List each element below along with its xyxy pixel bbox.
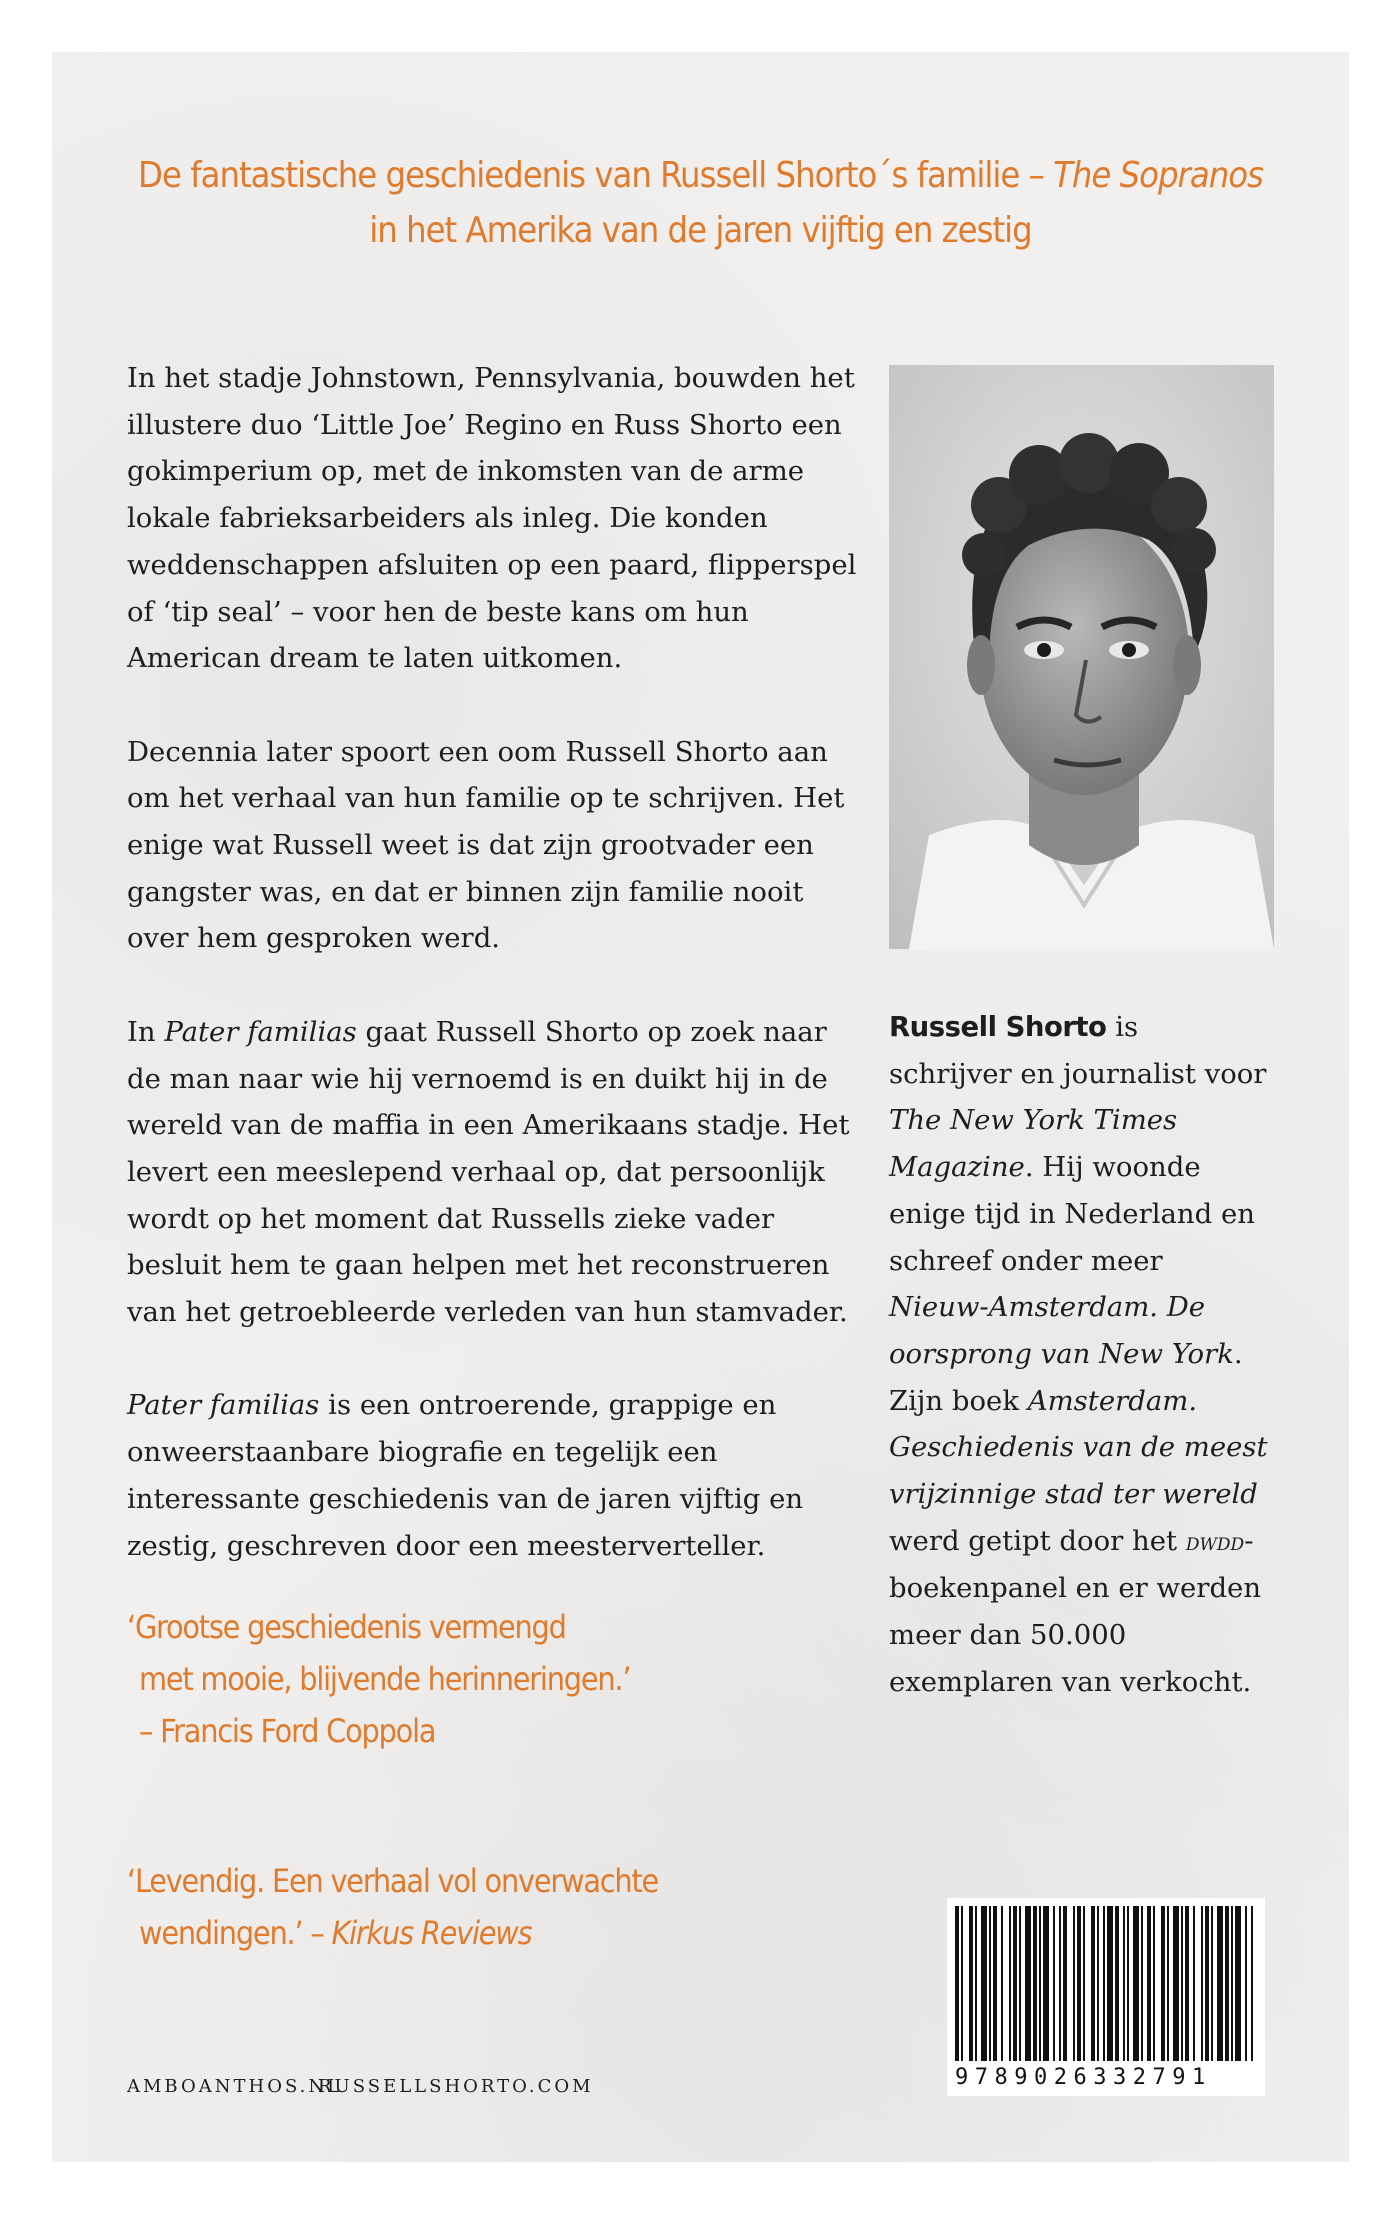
- barcode-bar: [1115, 1906, 1119, 2061]
- isbn-number: 9789026332791: [955, 2065, 1212, 2090]
- barcode-bar: [1217, 1906, 1223, 2061]
- barcode-bar: [1167, 1906, 1169, 2061]
- barcode-bar: [1235, 1906, 1241, 2061]
- isbn-barcode: [947, 1898, 1265, 2096]
- review-quote-coppola: ‘Grootse geschiedenis vermengd met mooie, blijvende herinneringen.’ – Francis Ford Coppola: [127, 1601, 630, 1757]
- barcode-bar: [1107, 1906, 1113, 2061]
- barcode-bar: [1103, 1906, 1105, 2061]
- barcode-bar: [1077, 1906, 1081, 2061]
- barcode-bar: [1205, 1906, 1209, 2061]
- barcode-bar: [1147, 1906, 1151, 2061]
- barcode-bar: [1123, 1906, 1125, 2061]
- barcode-bar: [993, 1906, 997, 2061]
- headline-line-2: in het Amerika van de jaren vijftig en zestig: [369, 210, 1032, 251]
- barcode-bar: [1097, 1906, 1099, 2061]
- barcode-bar: [1053, 1906, 1055, 2061]
- headline: [52, 148, 1349, 258]
- author-name: Russell Shorto: [889, 1011, 1107, 1043]
- author-website-link[interactable]: RUSSELLSHORTO.COM: [318, 2076, 594, 2097]
- publisher-website-link[interactable]: AMBOANTHOS.NL: [127, 2076, 343, 2097]
- book-title: Pater familias: [164, 1015, 357, 1048]
- blurb-paragraph-3: In Pater familias gaat Russell Shorto op zoek naar de man naar wie hij vernoemd is en duikt hij in de wereld van de maffia in een Amerikaans stadje. Het levert een meeslepend verhaal op, dat persoonlijk wordt op het moment dat Russells zieke vader besluit hem te gaan helpen met het reconstrueren van het getroebleerde verleden van hun stamvader.: [127, 1015, 850, 1329]
- barcode-bar: [1059, 1906, 1061, 2061]
- barcode-bar: [1161, 1906, 1165, 2061]
- quote-attribution: Kirkus Reviews: [331, 1914, 532, 1952]
- barcode-bar: [1231, 1906, 1233, 2061]
- barcode-bar: [989, 1906, 991, 2061]
- barcode-bar: [1181, 1906, 1183, 2061]
- review-quote-kirkus: ‘Levendig. Een verhaal vol onverwachte wendingen.’ – Kirkus Reviews: [127, 1862, 659, 1952]
- barcode-bar: [1245, 1906, 1247, 2061]
- author-photo: [889, 365, 1274, 949]
- author-portrait-illustration: [889, 365, 1274, 949]
- barcode-bar: [1073, 1906, 1075, 2061]
- barcode-bar: [1133, 1906, 1139, 2061]
- barcode-bar: [1173, 1906, 1179, 2061]
- barcode-bar: [1025, 1906, 1031, 2061]
- barcode-bar: [1043, 1906, 1049, 2061]
- barcode-bar: [1251, 1906, 1253, 2061]
- barcode-bar: [981, 1906, 987, 2061]
- barcode-bar: [1009, 1906, 1011, 2061]
- quote-attribution: – Francis Ford Coppola: [139, 1712, 436, 1750]
- blurb-paragraph-1: In het stadje Johnstown, Pennsylvania, bouwden het illustere duo ‘Little Joe’ Regino en Russ Shorto een gokimperium op, met de inkomsten van de arme lokale fabrieksarbeiders als inleg. Die konden weddenschappen afsluiten op een paard, flipperspel of ‘tip seal’ – voor hen de beste kans om hun American dream te laten uitkomen.: [127, 362, 857, 675]
- barcode-bar: [1193, 1906, 1195, 2061]
- barcode-bar: [1153, 1906, 1155, 2061]
- barcode-bar: [1039, 1906, 1041, 2061]
- barcode-bar: [1013, 1906, 1017, 2061]
- author-bio: Russell Shorto is schrijver en journalist voor The New York Times Magazine. Hij woonde enige tijd in Nederland en schreef onder meer Nieuw-Amsterdam. De oorsprong van New York. Zijn boek Amsterdam. Geschiedenis van de meest vrijzinnige stad ter wereld werd getipt door het dwdd-boekenpanel en er werden meer dan 50.000 exemplaren van verkocht.: [889, 1011, 1268, 1698]
- barcode-bar: [1225, 1906, 1229, 2061]
- barcode-bar: [1185, 1906, 1189, 2061]
- barcode-bar: [1063, 1906, 1067, 2061]
- barcode-bar: [961, 1906, 963, 2061]
- blurb-paragraph-4: Pater familias is een ontroerende, grappige en onweerstaanbare biografie en tegelijk een interessante geschiedenis van de jaren vijftig en zestig, geschreven door een meesterverteller.: [127, 1389, 804, 1562]
- barcode-bar: [969, 1906, 973, 2061]
- barcode-bar: [1127, 1906, 1129, 2061]
- barcode-bar: [1019, 1906, 1021, 2061]
- barcode-bars: [947, 1898, 1265, 2068]
- headline-line-1: De fantastische geschiedenis van Russell Shorto´s familie – The Sopranos: [138, 155, 1263, 196]
- barcode-bar: [1141, 1906, 1143, 2061]
- barcode-bar: [1201, 1906, 1203, 2061]
- barcode-bar: [1033, 1906, 1037, 2061]
- barcode-bar: [1091, 1906, 1095, 2061]
- barcode-bar: [1211, 1906, 1213, 2061]
- book-title: Pater familias: [127, 1389, 320, 1422]
- barcode-bar: [1001, 1906, 1003, 2061]
- blurb-body: [127, 355, 867, 1616]
- barcode-bar: [955, 1906, 959, 2061]
- blurb-paragraph-2: Decennia later spoort een oom Russell Shorto aan om het verhaal van hun familie op te schrijven. Het enige wat Russell weet is dat zijn grootvader een gangster was, en dat er binnen zijn familie nooit over hem gesproken werd.: [127, 735, 845, 955]
- barcode-bar: [975, 1906, 977, 2061]
- barcode-bar: [1083, 1906, 1085, 2061]
- headline-title-sopranos: The Sopranos: [1053, 155, 1263, 196]
